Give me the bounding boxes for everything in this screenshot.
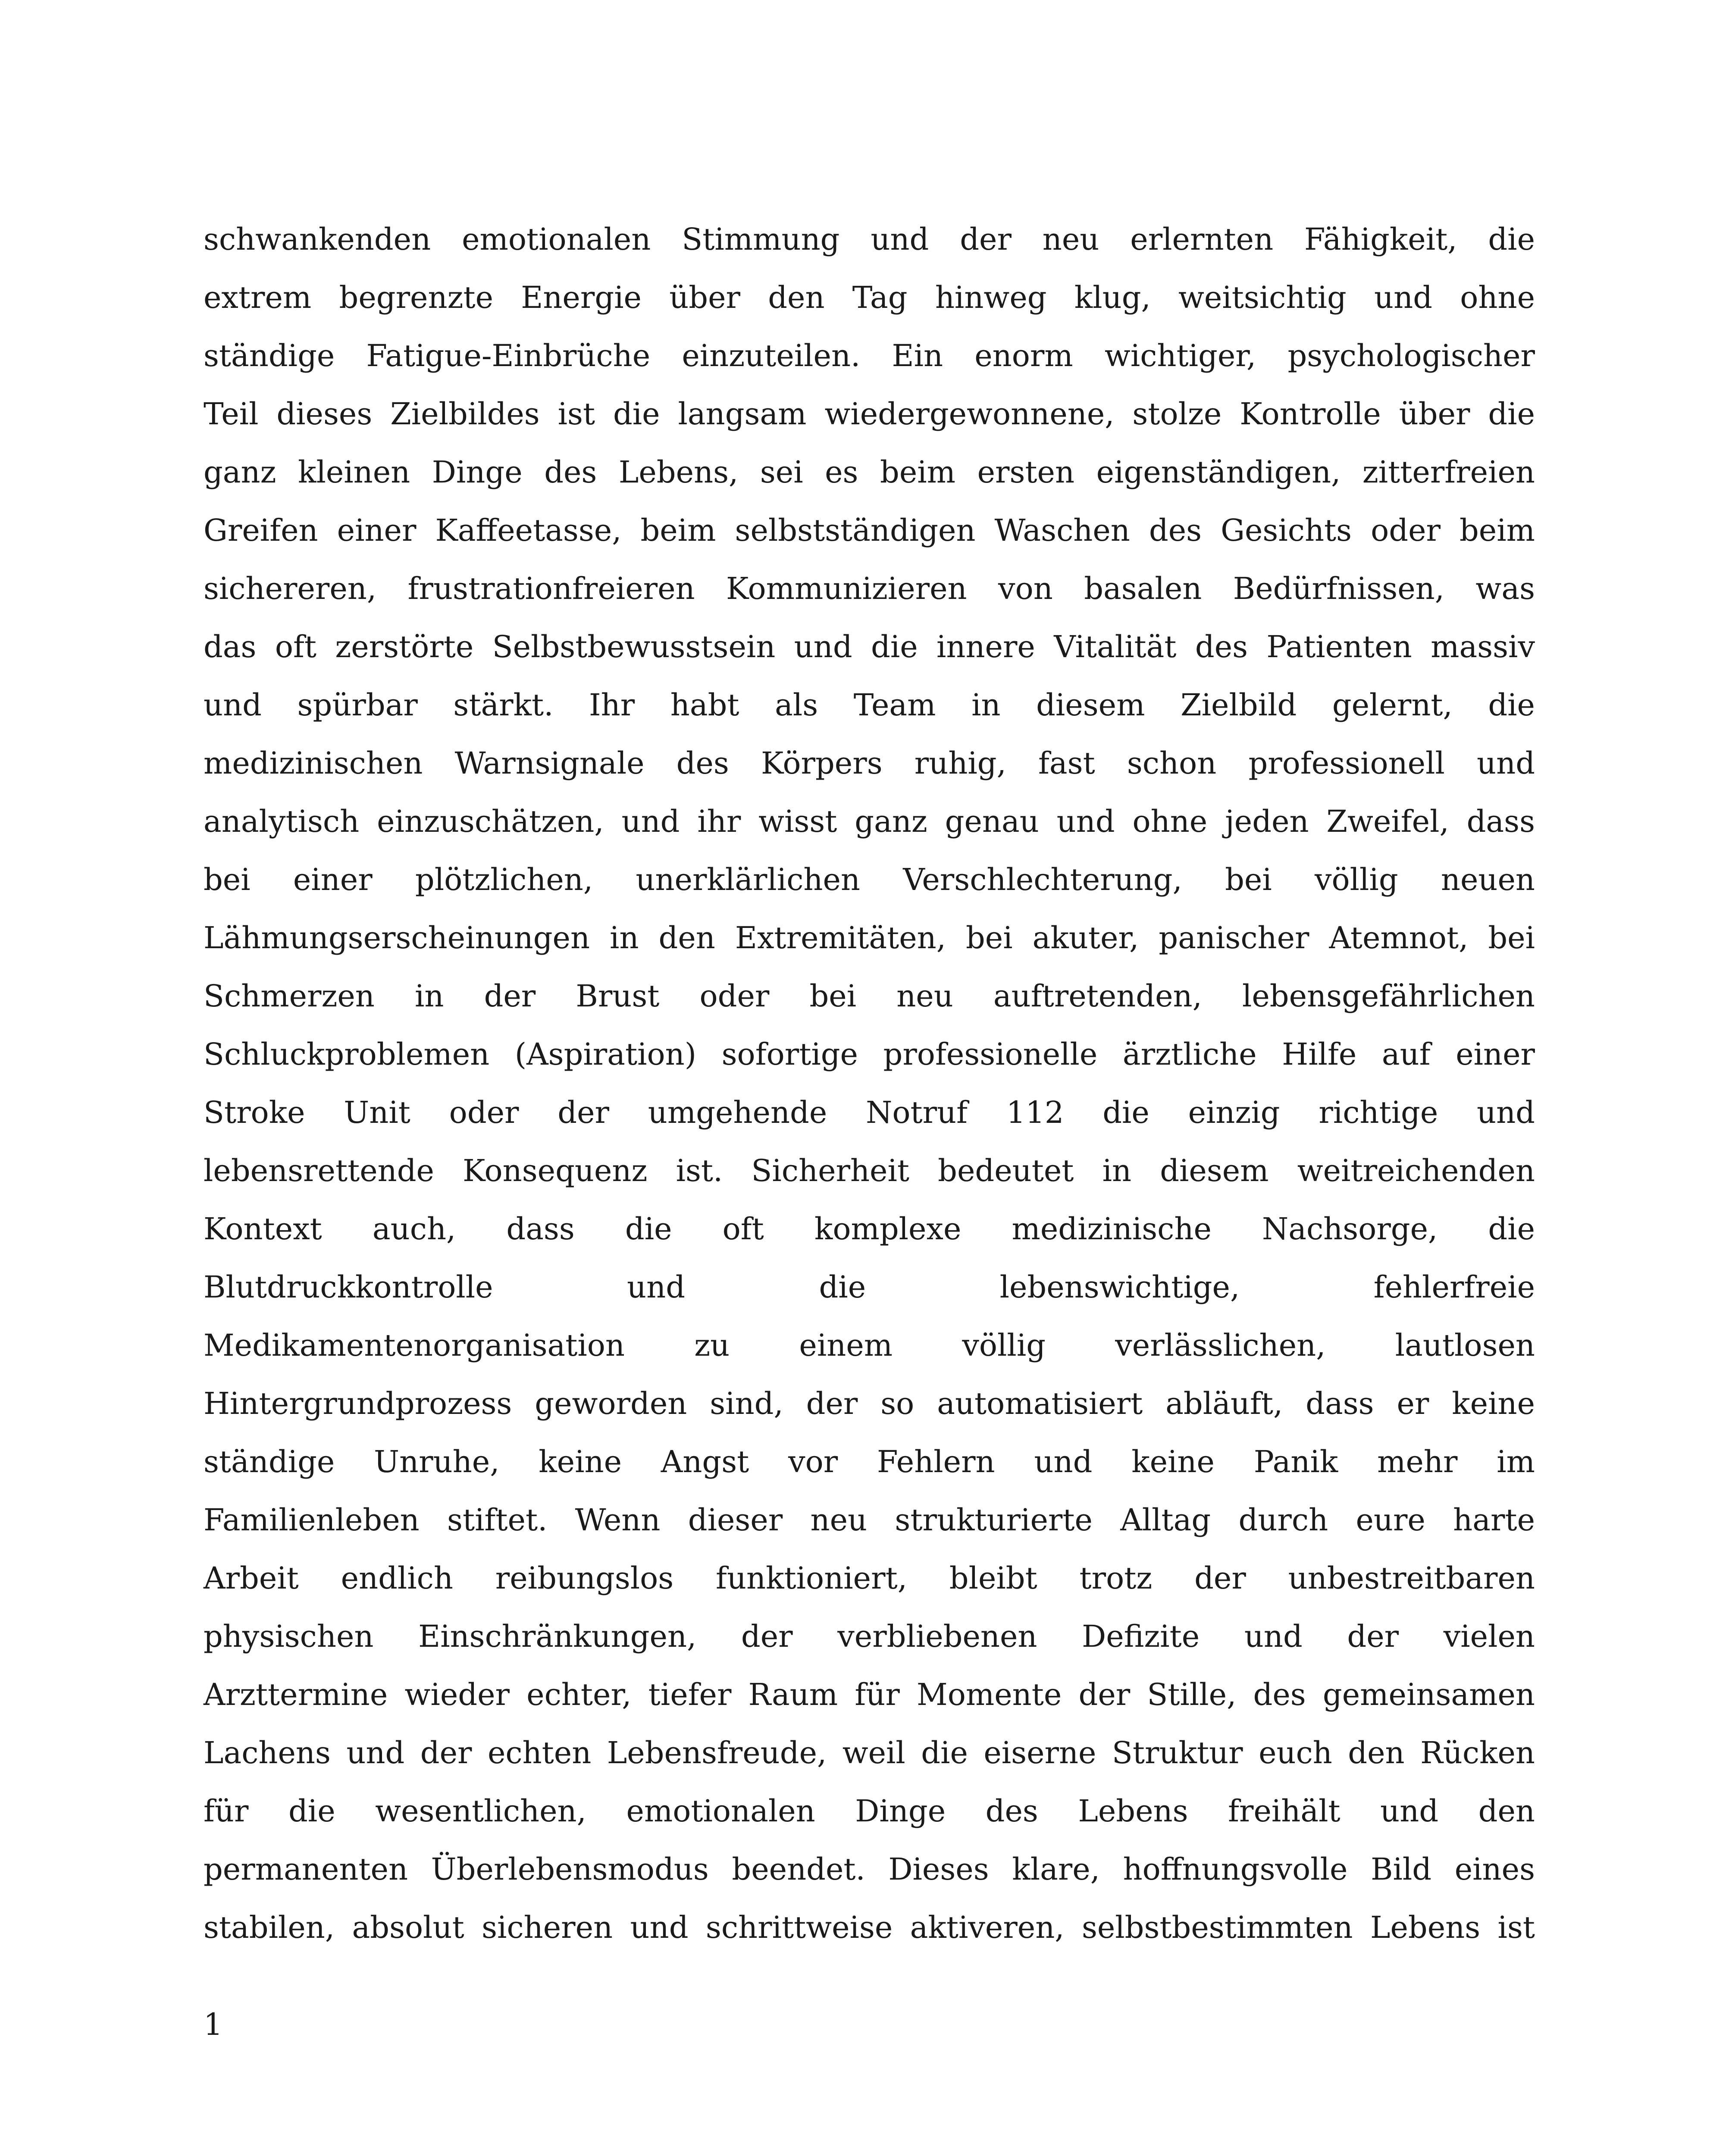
- text-line: sichereren, frustrationfreieren Kommunizieren von basalen Bedürfnissen, was: [204, 571, 1535, 606]
- text-line: Greifen einer Kaffeetasse, beim selbstständigen Waschen des Gesichts oder beim: [204, 513, 1535, 548]
- text-line: Hintergrundprozess geworden sind, der so automatisiert abläuft, dass er keine: [204, 1386, 1535, 1421]
- text-line: ständige Unruhe, keine Angst vor Fehlern und keine Panik mehr im: [204, 1444, 1535, 1479]
- text-line: Medikamentenorganisation zu einem völlig verlässlichen, lautlosen: [204, 1328, 1535, 1363]
- text-line: Kontext auch, dass die oft komplexe medizinische Nachsorge, die: [204, 1211, 1535, 1247]
- text-line: medizinischen Warnsignale des Körpers ruhig, fast schon professionell und: [204, 746, 1535, 781]
- text-line: lebensrettende Konsequenz ist. Sicherheit bedeutet in diesem weitreichenden: [204, 1153, 1535, 1188]
- text-line: Schluckproblemen (Aspiration) sofortige professionelle ärztliche Hilfe auf einer: [204, 1037, 1535, 1072]
- text-line: extrem begrenzte Energie über den Tag hinweg klug, weitsichtig und ohne: [204, 280, 1535, 315]
- text-line: Teil dieses Zielbildes ist die langsam wiedergewonnene, stolze Kontrolle über die: [204, 396, 1535, 432]
- text-line: schwankenden emotionalen Stimmung und der neu erlernten Fähigkeit, die: [204, 222, 1535, 257]
- text-line: Lähmungserscheinungen in den Extremitäten, bei akuter, panischer Atemnot, bei: [204, 920, 1535, 956]
- text-line: Stroke Unit oder der umgehende Notruf 112 die einzig richtige und: [204, 1095, 1535, 1130]
- text-line: Blutdruckkontrolle und die lebenswichtige, fehlerfreie: [204, 1269, 1535, 1305]
- page-number: 1: [204, 2007, 223, 2042]
- text-line: stabilen, absolut sicheren und schrittweise aktiveren, selbstbestimmten Lebens ist: [204, 1910, 1535, 1945]
- text-line: ganz kleinen Dinge des Lebens, sei es beim ersten eigenständigen, zitterfreien: [204, 454, 1535, 490]
- text-line: Arbeit endlich reibungslos funktioniert, bleibt trotz der unbestreitbaren: [204, 1561, 1535, 1596]
- text-line: Familienleben stiftet. Wenn dieser neu strukturierte Alltag durch eure harte: [204, 1502, 1535, 1538]
- text-line: und spürbar stärkt. Ihr habt als Team in diesem Zielbild gelernt, die: [204, 687, 1535, 723]
- text-line: ständige Fatigue-Einbrüche einzuteilen. Ein enorm wichtiger, psychologischer: [204, 338, 1535, 373]
- text-line: analytisch einzuschätzen, und ihr wisst ganz genau und ohne jeden Zweifel, dass: [204, 804, 1535, 839]
- text-line: Lachens und der echten Lebensfreude, weil die eiserne Struktur euch den Rücken: [204, 1735, 1535, 1771]
- text-line: permanenten Überlebensmodus beendet. Dieses klare, hoffnungsvolle Bild eines: [204, 1852, 1535, 1887]
- text-line: das oft zerstörte Selbstbewusstsein und die innere Vitalität des Patienten massiv: [204, 629, 1535, 664]
- text-line: Schmerzen in der Brust oder bei neu auftretenden, lebensgefährlichen: [204, 978, 1535, 1014]
- text-line: physischen Einschränkungen, der verbliebenen Defizite und der vielen: [204, 1619, 1535, 1654]
- body-paragraph: [204, 210, 1535, 1957]
- text-line: bei einer plötzlichen, unerklärlichen Verschlechterung, bei völlig neuen: [204, 862, 1535, 897]
- text-line: Arzttermine wieder echter, tiefer Raum für Momente der Stille, des gemeinsamen: [204, 1677, 1535, 1712]
- text-line: für die wesentlichen, emotionalen Dinge des Lebens freihält und den: [204, 1793, 1535, 1829]
